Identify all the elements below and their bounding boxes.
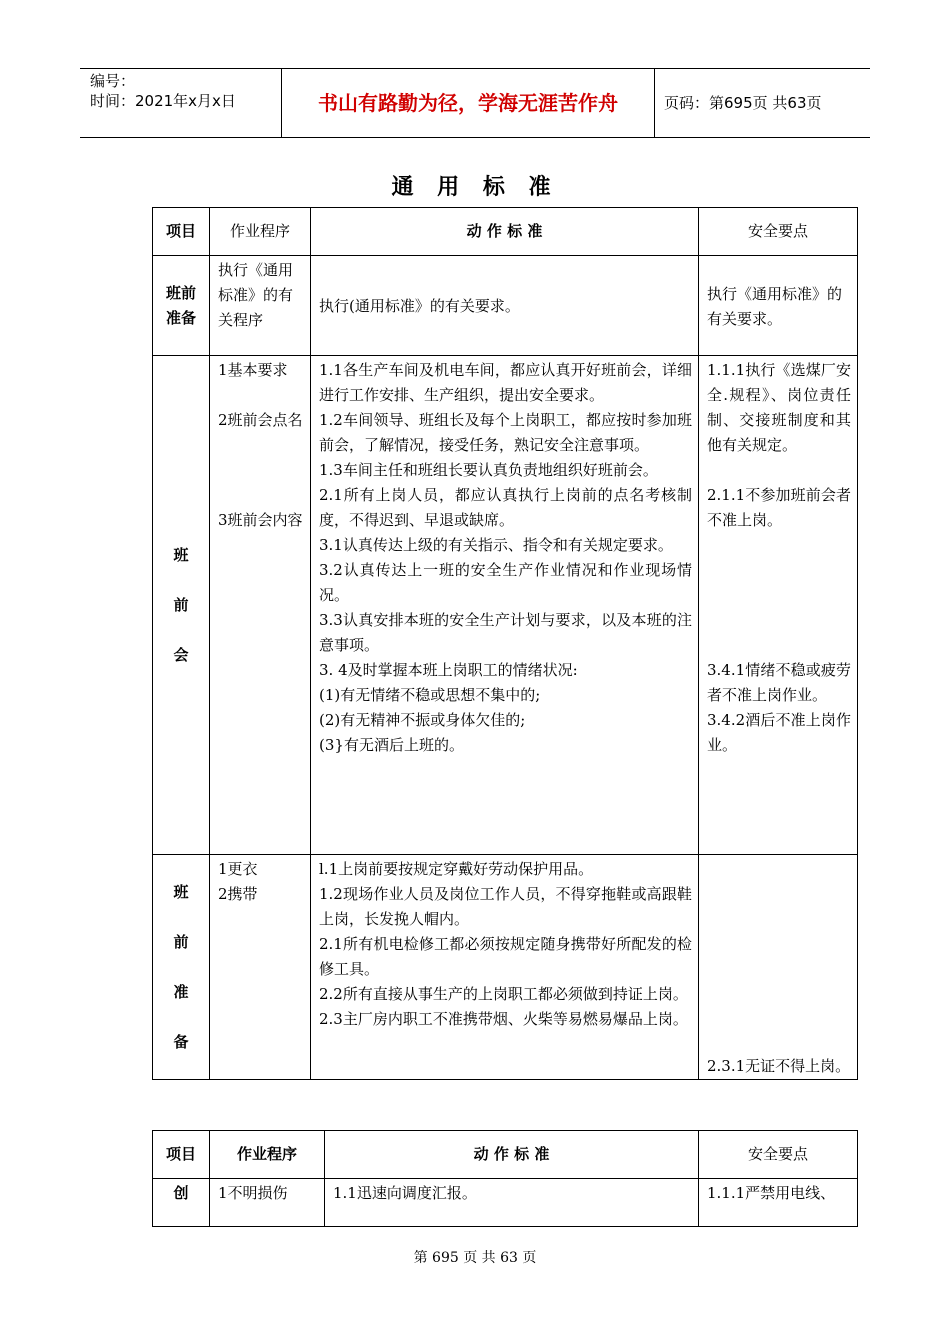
safety-cell: 2.3.1无证不得上岗。	[699, 855, 858, 1080]
col-header-safety: 安全要点	[699, 208, 858, 256]
page-footer: 第 695 页 共 63 页	[413, 1250, 537, 1266]
standards-table	[152, 207, 858, 1080]
col-header-standard: 动 作 标 准	[325, 1131, 699, 1179]
number-label: 编号：	[90, 72, 136, 90]
procedure-cell: 1基本要求 2班前会点名 3班前会内容	[210, 356, 311, 855]
standard-cell: 1.1迅速向调度汇报。	[325, 1179, 699, 1227]
safety-cell: 执行《通用标准》的有关要求。	[699, 256, 858, 356]
header-meta	[80, 69, 281, 137]
col-header-item: 项目	[153, 208, 210, 256]
safety-cell: 1.1.1严禁用电线、	[699, 1179, 858, 1227]
header-motto: 书山有路勤为径，学海无涯苦作舟	[281, 69, 655, 137]
item-cell: 创	[153, 1179, 210, 1227]
procedure-cell: 执行《通用标准》的有关程序	[210, 256, 311, 356]
table-row	[153, 855, 858, 1080]
col-header-procedure: 作业程序	[210, 1131, 325, 1179]
item-cell: 班前 准备	[153, 256, 210, 356]
table-header-row	[153, 1131, 858, 1179]
standard-cell: 执行(通用标准》的有关要求。	[311, 256, 699, 356]
table-row	[153, 356, 858, 855]
page-header	[80, 68, 870, 138]
header-page-label: 页码：第695页 共63页	[664, 94, 822, 112]
item-cell: 班 前 准 备	[153, 855, 210, 1080]
table-header-row	[153, 208, 858, 256]
document-title: 通 用 标 准	[391, 175, 559, 200]
standards-table-continued	[152, 1130, 858, 1227]
standard-cell: l.1上岗前要按规定穿戴好劳动保护用品。 1.2现场作业人员及岗位工作人员，不得穿拖鞋或高跟鞋上岗，长发挽人帽内。 2.1所有机电检修工都必须按规定随身携带好所配发的检修工具。 2.2所有直接从事生产的上岗职工都必须做到持证上岗。 2.3主厂房内职工不准携带烟、火柴等易燃易爆品上岗。	[311, 855, 699, 1080]
col-header-procedure: 作业程序	[210, 208, 311, 256]
col-header-standard: 动 作 标 准	[311, 208, 699, 256]
item-cell: 班 前 会	[153, 356, 210, 855]
table-row	[153, 256, 858, 356]
time-label: 时间：2021年x月x日	[90, 92, 236, 110]
standard-cell: 1.1各生产车间及机电车间，都应认真开好班前会，详细进行工作安排、生产组织，提出安全要求。 1.2车间领导、班组长及每个上岗职工，都应按时参加班前会，了解情况，接受任务，熟记安全注意事项。 1.3车间主任和班组长要认真负责地组织好班前会。 2.1所有上岗人员，都应认真执行上岗前的点名考核制度，不得迟到、早退或缺席。 3.1认真传达上级的有关指示、指令和有关规定要求。 3.2认真传达上一班的安全生产作业情况和作业现场情况。 3.3认真安排本班的安全生产计划与要求，以及本班的注意事项。 3. 4及时掌握本班上岗职工的情绪状况: (1)有无情绪不稳或思想不集中的; (2)有无精神不振或身体欠佳的; (3}有无酒后上班的。	[311, 356, 699, 855]
table-row	[153, 1179, 858, 1227]
col-header-item: 项目	[153, 1131, 210, 1179]
col-header-safety: 安全要点	[699, 1131, 858, 1179]
procedure-cell: 1不明损伤	[210, 1179, 325, 1227]
procedure-cell: 1更衣 2携带	[210, 855, 311, 1080]
safety-cell: 1.1.1执行《选煤厂安全.规程》、岗位责任制、交接班制度和其他有关规定。 2.1.1不参加班前会者不准上岗。 3.4.1情绪不稳或疲劳者不准上岗作业。 3.4.2酒后不准上岗作业。	[699, 356, 858, 855]
